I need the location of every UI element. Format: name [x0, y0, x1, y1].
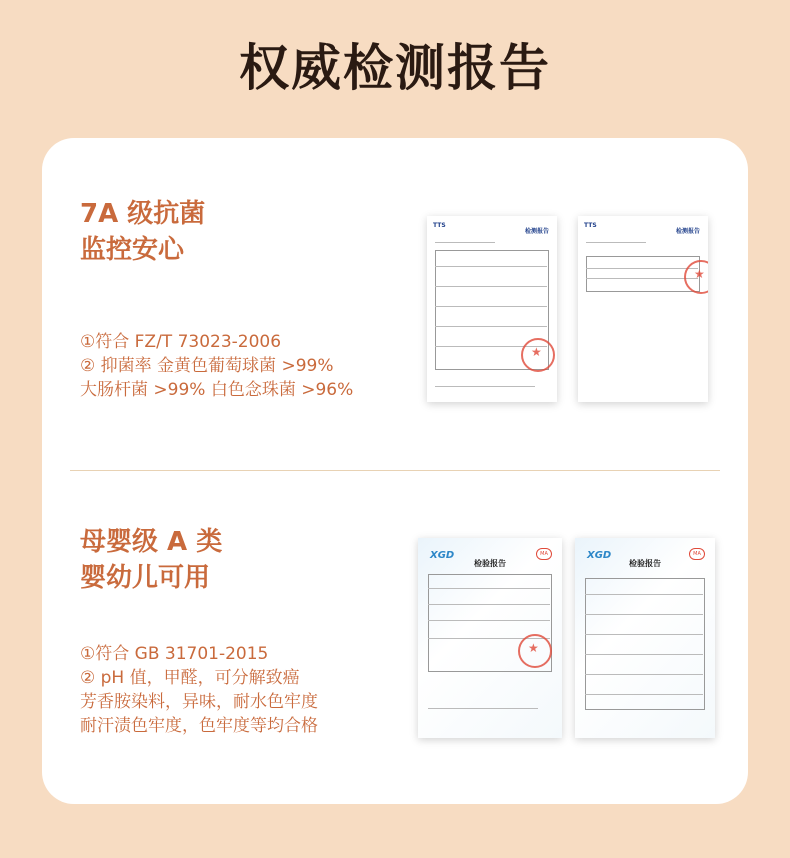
desc-line: ② 抑菌率 金黄色葡萄球菌 >99%	[80, 356, 334, 376]
test-report-image	[578, 216, 708, 402]
desc-line: ② pH 值，甲醛，可分解致癌	[80, 668, 300, 688]
report-logo-icon: XGD	[587, 550, 612, 561]
section-heading	[80, 196, 205, 268]
report-header: 检测报告	[675, 228, 700, 235]
inspection-report-image	[575, 538, 715, 738]
desc-line: 耐汗渍色牢度，色牢度等均合格	[80, 716, 318, 736]
report-card	[42, 138, 748, 804]
stamp-icon	[518, 634, 552, 668]
heading-line: 7A 级抗菌	[80, 199, 206, 229]
page-title: 权威检测报告	[239, 39, 551, 97]
desc-line: ①符合 FZ/T 73023-2006	[80, 332, 282, 352]
inspection-report-image	[418, 538, 562, 738]
heading-line: 母婴级 A 类	[80, 527, 223, 557]
report-header: 检验报告	[474, 559, 506, 568]
heading-line: 婴幼儿可用	[80, 563, 211, 593]
cma-badge-icon: MA	[536, 548, 552, 560]
section-description	[80, 642, 318, 738]
section-antibacterial	[42, 138, 748, 470]
desc-line: 芳香胺染料，异味，耐水色牢度	[80, 692, 318, 712]
heading-line: 监控安心	[80, 235, 185, 265]
cma-badge-icon: MA	[689, 548, 705, 560]
desc-line: 大肠杆菌 >99% 白色念珠菌 >96%	[80, 380, 354, 400]
section-baby-grade	[42, 472, 748, 804]
report-logo-icon: XGD	[430, 550, 455, 561]
test-report-image	[427, 216, 557, 402]
section-divider	[70, 470, 720, 471]
report-header: 检验报告	[629, 559, 661, 568]
stamp-icon	[521, 338, 555, 372]
report-logo-icon: TTS	[584, 222, 597, 229]
report-logo-icon: TTS	[433, 222, 446, 229]
section-description	[80, 330, 353, 402]
section-heading	[80, 524, 222, 596]
report-header: 检测报告	[524, 228, 549, 235]
desc-line: ①符合 GB 31701-2015	[80, 644, 269, 664]
